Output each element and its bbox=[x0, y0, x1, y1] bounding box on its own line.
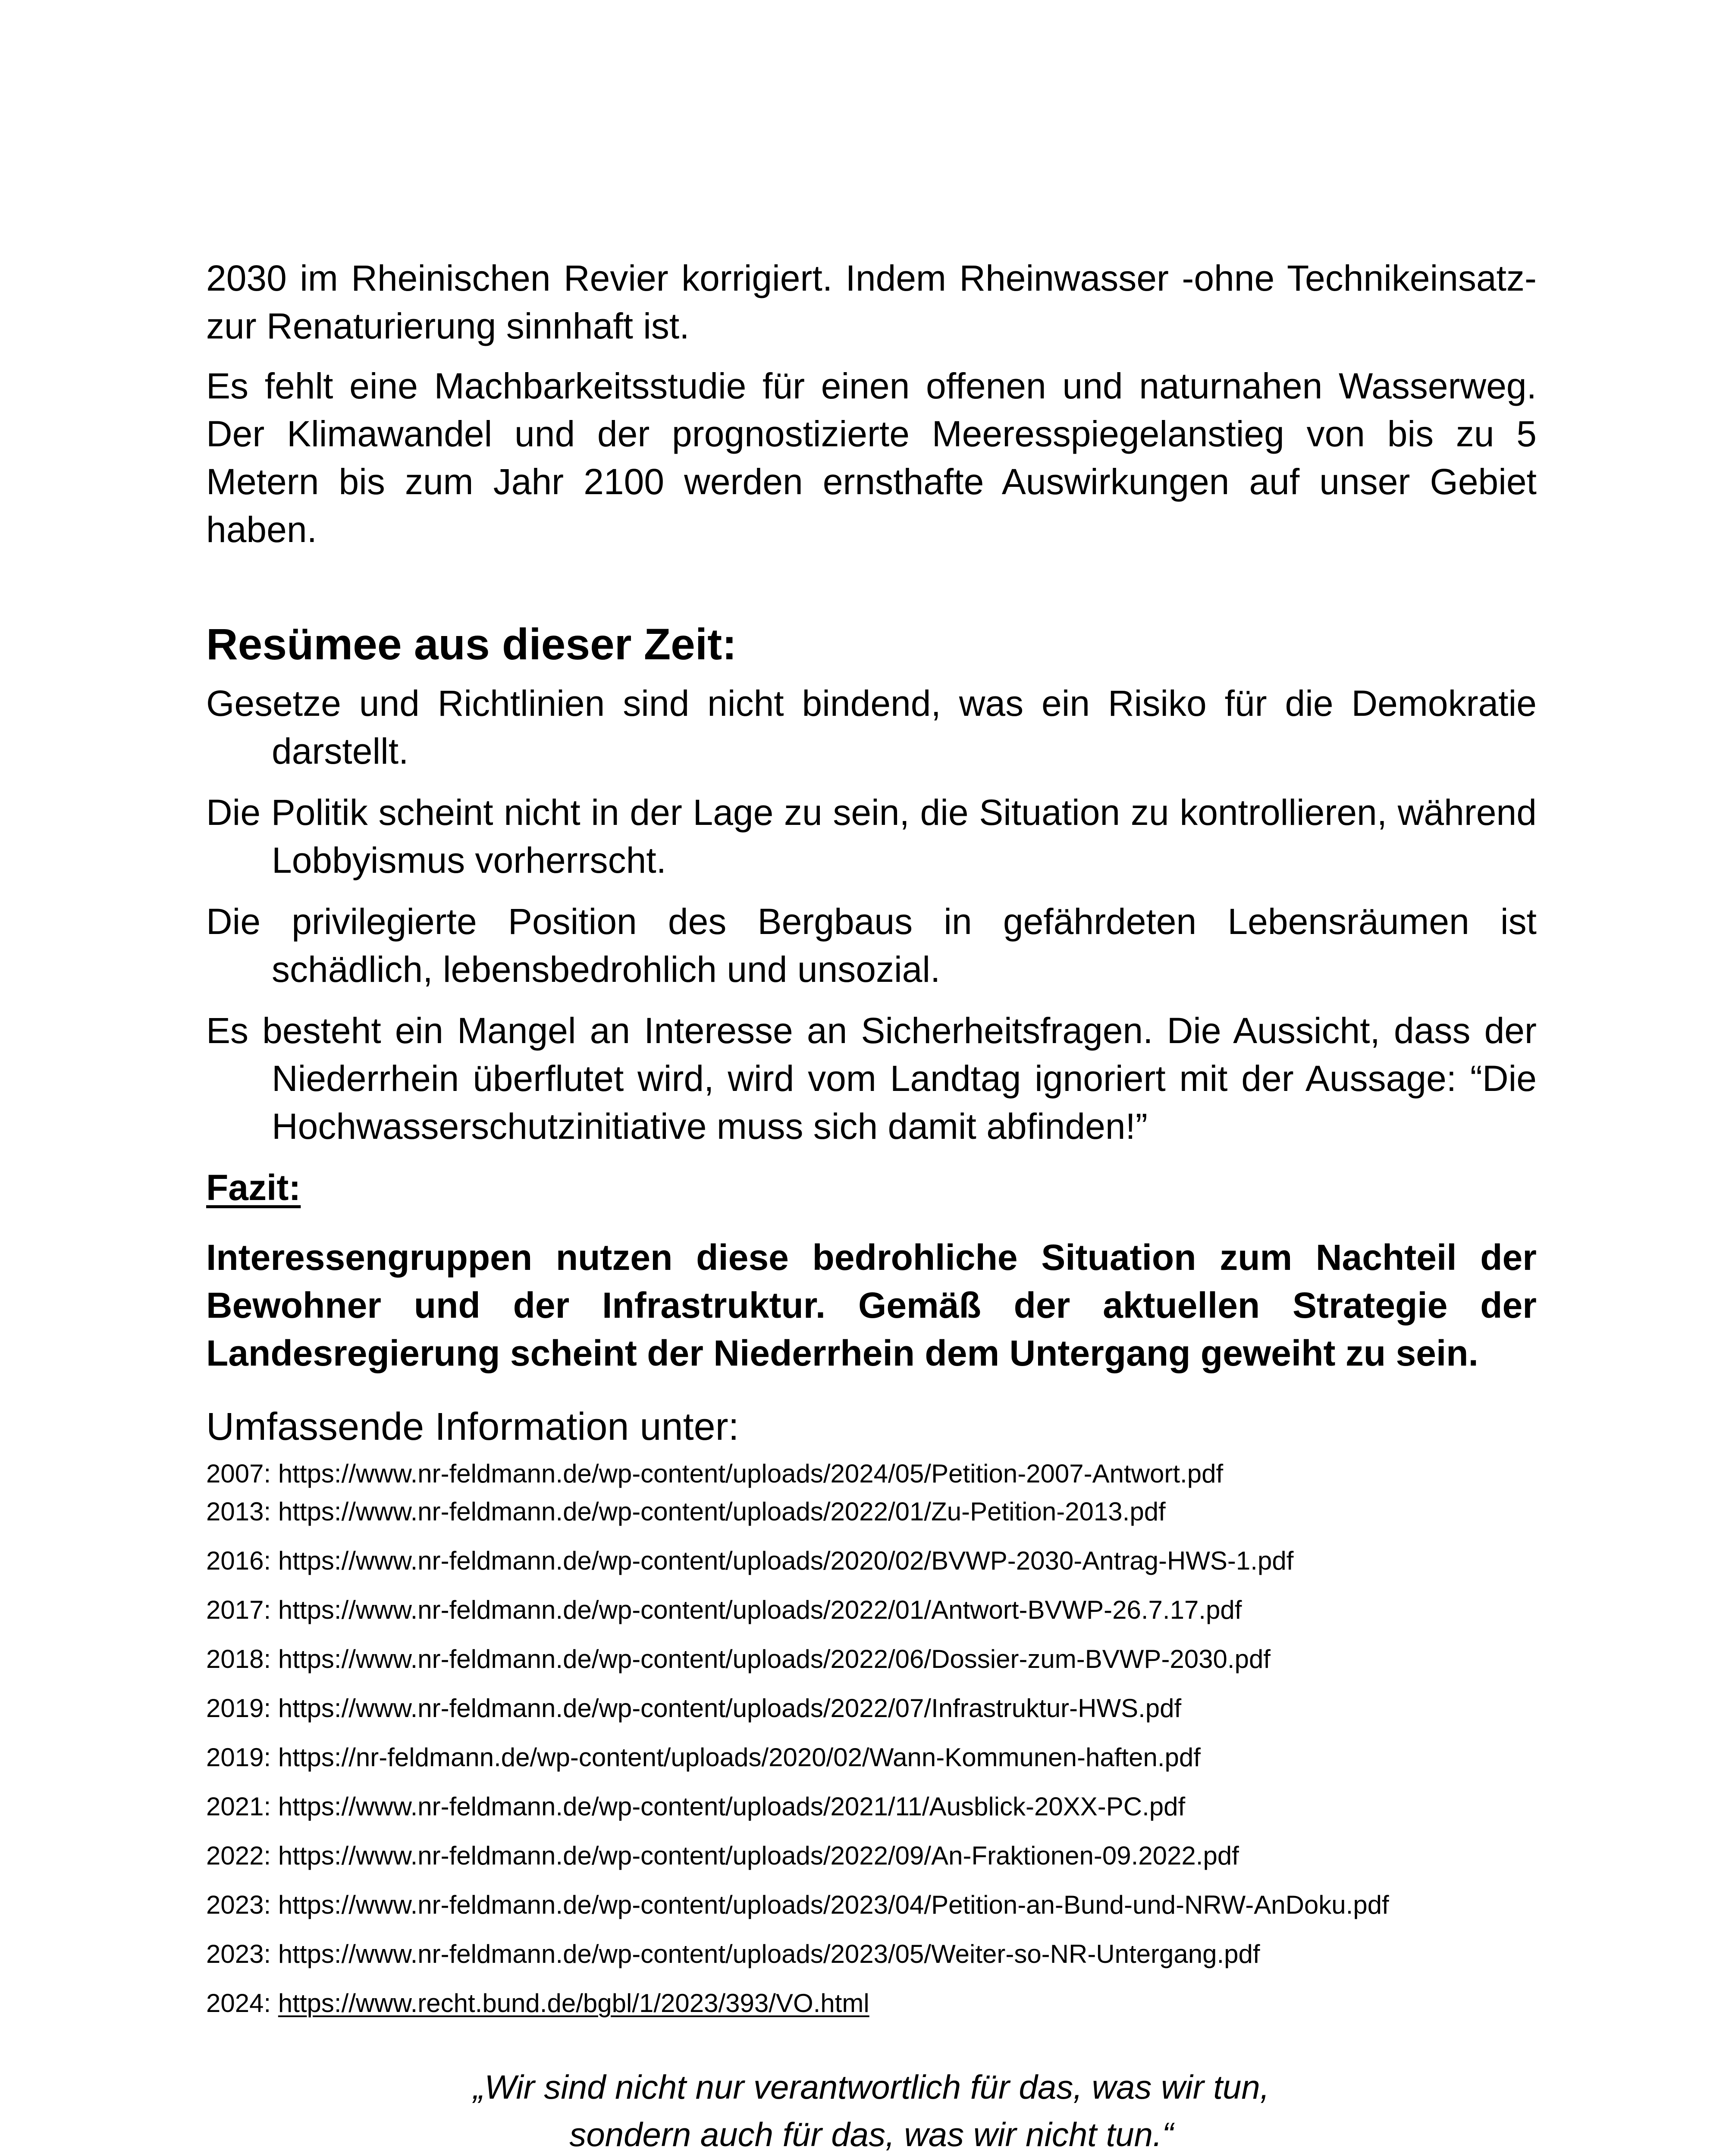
reference-year: 2016: bbox=[206, 1546, 271, 1575]
reference-item bbox=[206, 1493, 1537, 1531]
references-heading: Umfassende Information unter: bbox=[206, 1405, 739, 1448]
intro-paragraph-1: 2030 im Rheinischen Revier korrigiert. Indem Rheinwasser -ohne Technikeinsatz- zur Renaturierung sinnhaft ist. bbox=[206, 258, 1537, 346]
summary-item: Die Politik scheint nicht in der Lage zu sein, die Situation zu kontrollieren, während Lobbyismus vorherrscht. bbox=[206, 792, 1537, 881]
reference-link[interactable]: https://www.nr-feldmann.de/wp-content/uploads/2022/06/Dossier-zum-BVWP-2030.pdf bbox=[278, 1645, 1271, 1673]
summary-item: Die privilegierte Position des Bergbaus in gefährdeten Lebensräumen ist schädlich, lebensbedrohlich und unsozial. bbox=[206, 901, 1537, 990]
conclusion-label: Fazit: bbox=[206, 1167, 301, 1208]
reference-link[interactable]: https://www.nr-feldmann.de/wp-content/uploads/2022/01/Zu-Petition-2013.pdf bbox=[278, 1497, 1166, 1526]
reference-year: 2019: bbox=[206, 1694, 271, 1723]
reference-item bbox=[206, 1640, 1537, 1678]
reference-item bbox=[206, 1455, 1537, 1493]
reference-year: 2023: bbox=[206, 1890, 271, 1919]
reference-link[interactable]: https://www.nr-feldmann.de/wp-content/uploads/2022/09/An-Fraktionen-09.2022.pdf bbox=[278, 1841, 1239, 1870]
quote-line-2: sondern auch für das, was wir nicht tun.“ bbox=[569, 2115, 1173, 2153]
intro-paragraph-2: Es fehlt eine Machbarkeitsstudie für einen offenen und naturnahen Wasserweg. Der Klimawandel und der prognostizierte Meeresspiegelanstieg von bis zu 5 Metern bis zum Jahr 2100 werden ernsthafte Auswirkungen auf unser Gebiet haben. bbox=[206, 366, 1537, 550]
reference-item bbox=[206, 1935, 1537, 1973]
quote-line-1: „Wir sind nicht nur verantwortlich für das, was wir tun, bbox=[473, 2068, 1270, 2106]
reference-item bbox=[206, 1837, 1537, 1875]
reference-link[interactable]: https://www.nr-feldmann.de/wp-content/uploads/2023/04/Petition-an-Bund-und-NRW-AnDoku.pdf bbox=[278, 1890, 1389, 1919]
reference-item bbox=[206, 1984, 1537, 2022]
reference-link[interactable]: https://www.nr-feldmann.de/wp-content/uploads/2022/07/Infrastruktur-HWS.pdf bbox=[278, 1694, 1182, 1723]
reference-link[interactable]: https://www.nr-feldmann.de/wp-content/uploads/2023/05/Weiter-so-NR-Untergang.pdf bbox=[278, 1940, 1260, 1968]
reference-link[interactable]: https://www.nr-feldmann.de/wp-content/uploads/2024/05/Petition-2007-Antwort.pdf bbox=[278, 1459, 1224, 1488]
reference-year: 2023: bbox=[206, 1940, 271, 1968]
closing-quote bbox=[206, 2063, 1537, 2156]
reference-year: 2021: bbox=[206, 1792, 271, 1821]
reference-item bbox=[206, 1788, 1537, 1826]
reference-year: 2007: bbox=[206, 1459, 271, 1488]
reference-link[interactable]: https://nr-feldmann.de/wp-content/uploads/2020/02/Wann-Kommunen-haften.pdf bbox=[278, 1743, 1201, 1772]
reference-year: 2024: bbox=[206, 1989, 271, 2018]
reference-year: 2019: bbox=[206, 1743, 271, 1772]
reference-link[interactable]: https://www.nr-feldmann.de/wp-content/uploads/2020/02/BVWP-2030-Antrag-HWS-1.pdf bbox=[278, 1546, 1294, 1575]
summary-heading: Resümee aus dieser Zeit: bbox=[206, 620, 737, 669]
reference-year: 2017: bbox=[206, 1595, 271, 1624]
reference-item bbox=[206, 1739, 1537, 1777]
summary-item: Es besteht ein Mangel an Interesse an Sicherheitsfragen. Die Aussicht, dass der Niederrhein überflutet wird, wird vom Landtag ignoriert mit der Aussage: “Die Hochwasserschutzinitiative muss sich damit abfinden!” bbox=[206, 1010, 1537, 1147]
reference-year: 2018: bbox=[206, 1645, 271, 1673]
reference-year: 2013: bbox=[206, 1497, 271, 1526]
reference-item bbox=[206, 1886, 1537, 1924]
reference-year: 2022: bbox=[206, 1841, 271, 1870]
references-list bbox=[206, 1455, 1537, 2022]
conclusion-text: Interessengruppen nutzen diese bedrohliche Situation zum Nachteil der Bewohner und der Infrastruktur. Gemäß der aktuellen Strategie der Landesregierung scheint der Niederrhein dem Untergang geweiht zu sein. bbox=[206, 1237, 1537, 1373]
reference-item bbox=[206, 1591, 1537, 1629]
reference-item bbox=[206, 1689, 1537, 1727]
summary-item: Gesetze und Richtlinien sind nicht bindend, was ein Risiko für die Demokratie darstellt. bbox=[206, 683, 1537, 771]
page-content bbox=[206, 254, 1537, 2156]
reference-item bbox=[206, 1542, 1537, 1580]
reference-link[interactable]: https://www.nr-feldmann.de/wp-content/uploads/2022/01/Antwort-BVWP-26.7.17.pdf bbox=[278, 1595, 1242, 1624]
reference-link[interactable]: https://www.nr-feldmann.de/wp-content/uploads/2021/11/Ausblick-20XX-PC.pdf bbox=[278, 1792, 1186, 1821]
reference-link[interactable]: https://www.recht.bund.de/bgbl/1/2023/393/VO.html bbox=[278, 1989, 869, 2018]
